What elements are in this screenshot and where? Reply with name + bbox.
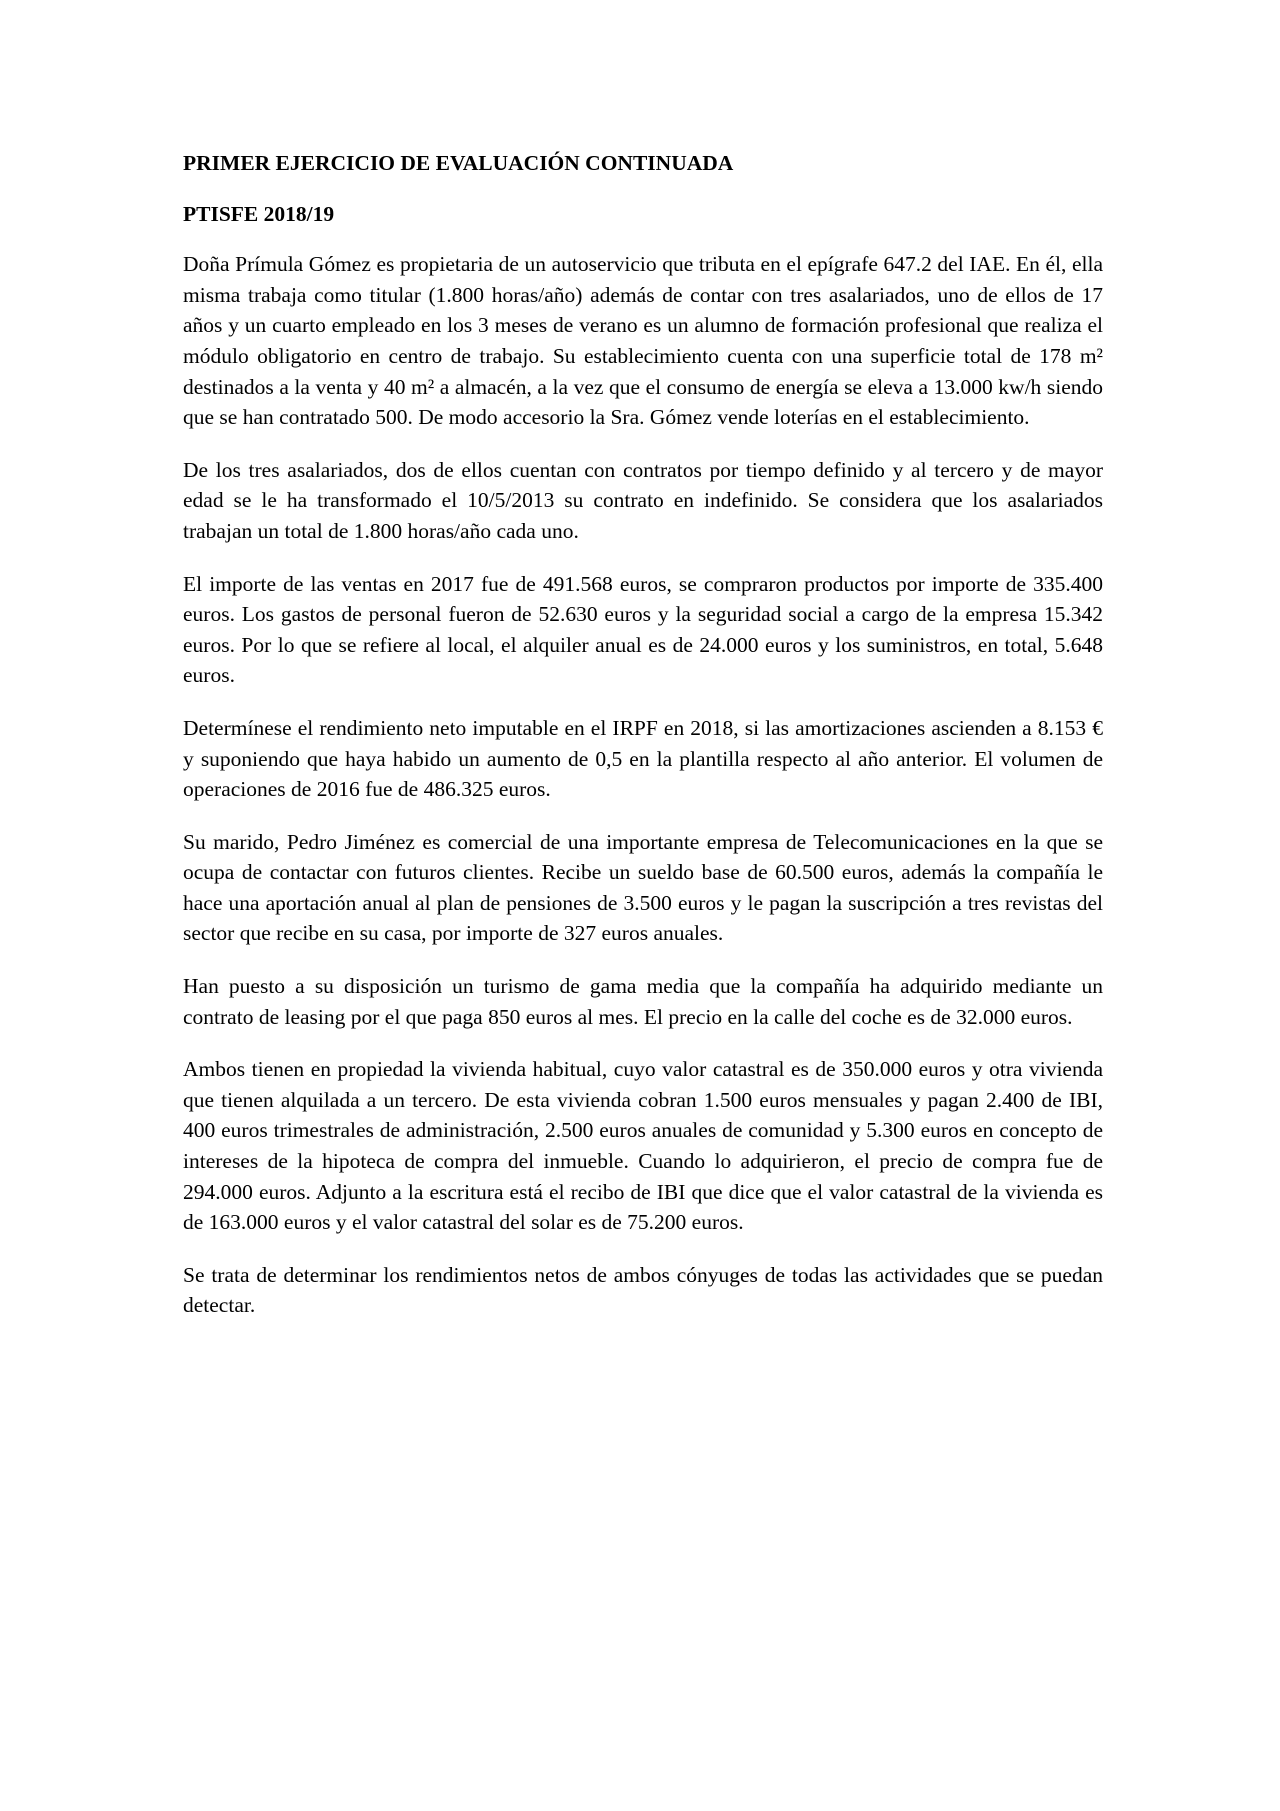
document-subtitle: PTISFE 2018/19 <box>183 201 335 226</box>
paragraph-final-question: Se trata de determinar los rendimientos netos de ambos cónyuges de todas las actividades que se puedan detectar. <box>183 1262 1103 1318</box>
document-title: PRIMER EJERCICIO DE EVALUACIÓN CONTINUADA <box>183 151 734 175</box>
paragraph-car: Han puesto a su disposición un turismo de gama media que la compañía ha adquirido mediante un contrato de leasing por el que paga 850 euros al mes. El precio en la calle del coche es de 32.000 euros. <box>183 974 1103 1029</box>
paragraph-housing: Ambos tienen en propiedad la vivienda habitual, cuyo valor catastral es de 350.000 euros y otra vivienda que tienen alquilada a un tercero. De esta vivienda cobran 1.500 euros mensuales y pagan 2.400 de IBI, 400 euros trimestrales de administración, 2.500 euros anuales de comunidad y 5.300 euros en concepto de intereses de la hipoteca de compra del inmueble. Cuando lo adquirieron, el precio de compra fue de 294.000 euros. Adjunto a la escritura está el recibo de IBI que dice que el valor catastral de la vivienda es de 163.000 euros y el valor catastral del solar es de 75.200 euros. <box>183 1057 1103 1235</box>
paragraph-employees: De los tres asalariados, dos de ellos cuentan con contratos por tiempo definido y al tercero y de mayor edad se le ha transformado el 10/5/2013 su contrato en indefinido. Se considera que los asalariados trabajan un total de 1.800 horas/año cada uno. <box>183 457 1103 543</box>
paragraph-question-irpf: Determínese el rendimiento neto imputable en el IRPF en 2018, si las amortizaciones ascienden a 8.153 € y suponiendo que haya habido un aumento de 0,5 en la plantilla respecto al año anterior. El volumen de operaciones de 2016 fue de 486.325 euros. <box>183 715 1103 802</box>
paragraph-sales: El importe de las ventas en 2017 fue de 491.568 euros, se compraron productos por importe de 335.400 euros. Los gastos de personal fueron de 52.630 euros y la seguridad social a cargo de la empresa 15.342 euros. Por lo que se refiere al local, el alquiler anual es de 24.000 euros y los suministros, en total, 5.648 euros. <box>183 571 1103 688</box>
paragraph-activity: Doña Prímula Gómez es propietaria de un autoservicio que tributa en el epígrafe 647.2 del IAE. En él, ella misma trabaja como titular (1.800 horas/año) además de contar con tres asalariados, uno de ellos de 17 años y un cuarto empleado en los 3 meses de verano es un alumno de formación profesional que realiza el módulo obligatorio en centro de trabajo. Su establecimiento cuenta con una superficie total de 178 m² destinados a la venta y 40 m² a almacén, a la vez que el consumo de energía se eleva a 13.000 kw/h siendo que se han contratado 500. De modo accesorio la Sra. Gómez vende loterías en el establecimiento. <box>183 252 1103 430</box>
document-page <box>183 148 1103 1343</box>
paragraph-husband: Su marido, Pedro Jiménez es comercial de una importante empresa de Telecomunicaciones en la que se ocupa de contactar con futuros clientes. Recibe un sueldo base de 60.500 euros, además la compañía le hace una aportación anual al plan de pensiones de 3.500 euros y le pagan la suscripción a tres revistas del sector que recibe en su casa, por importe de 327 euros anuales. <box>183 829 1103 946</box>
